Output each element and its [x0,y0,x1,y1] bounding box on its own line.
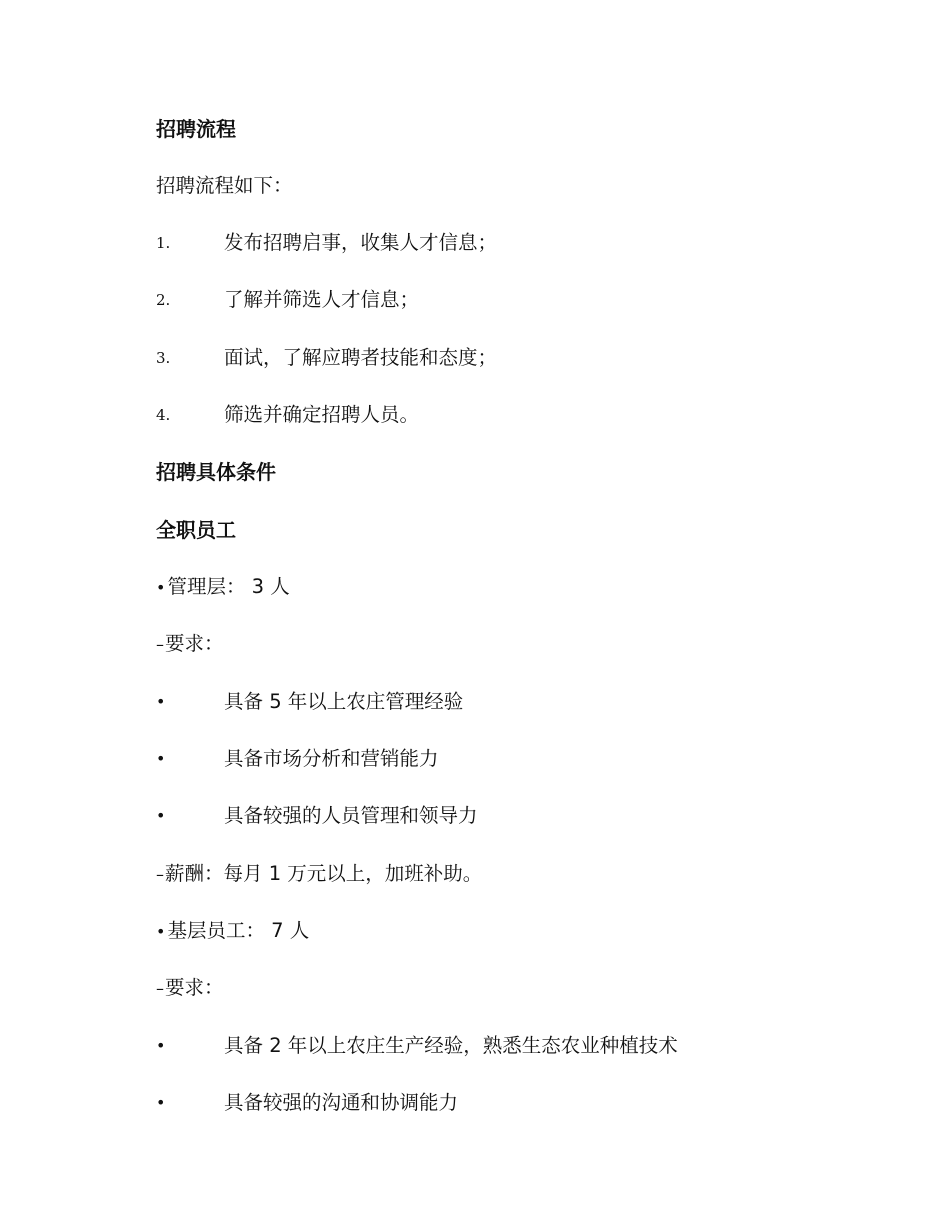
requirements-text: 要求： [165,632,224,655]
bullet-icon: • [156,692,166,711]
process-intro: 招聘流程如下： [156,174,293,197]
staff-label: 基层员工： 7 人 [167,919,310,942]
list-item [156,1088,458,1118]
dash-icon: – [156,865,164,884]
list-item [156,343,497,373]
list-item [156,228,497,258]
management-line [156,572,290,602]
list-item [156,400,419,430]
list-item-text: 具备较强的人员管理和领导力 [224,804,478,827]
requirements-label [156,629,224,659]
bullet-icon: • [156,578,166,597]
subsection-heading-fulltime: 全职员工 [156,518,236,542]
list-item [156,285,419,315]
management-label: 管理层： 3 人 [167,575,290,598]
list-number: 4. [156,406,171,424]
pay-text: 薪酬：每月 1 万元以上，加班补助。 [165,862,483,885]
list-item [156,801,478,831]
bullet-icon: • [156,1036,166,1055]
staff-line [156,916,309,946]
section-heading-process: 招聘流程 [156,117,236,141]
list-item-text: 了解并筛选人才信息； [224,288,420,311]
bullet-icon: • [156,922,166,941]
requirements-text: 要求： [165,976,224,999]
list-item-text: 发布招聘启事，收集人才信息； [224,231,498,254]
list-item [156,687,463,717]
list-number: 1. [156,234,171,252]
list-number: 3. [156,349,171,367]
bullet-icon: • [156,1093,166,1112]
dash-icon: – [156,635,164,654]
list-number: 2. [156,291,171,309]
list-item-text: 具备较强的沟通和协调能力 [224,1091,459,1114]
pay-line [156,859,482,889]
requirements-label [156,973,224,1003]
list-item-text: 具备市场分析和营销能力 [224,747,439,770]
list-item-text: 筛选并确定招聘人员。 [224,403,420,426]
list-item [156,744,439,774]
bullet-icon: • [156,806,166,825]
bullet-icon: • [156,749,166,768]
list-item-text: 具备 5 年以上农庄管理经验 [224,690,464,713]
dash-icon: – [156,979,164,998]
section-heading-conditions: 招聘具体条件 [156,460,276,484]
list-item [156,1031,678,1061]
list-item-text: 具备 2 年以上农庄生产经验，熟悉生态农业种植技术 [224,1034,678,1057]
list-item-text: 面试，了解应聘者技能和态度； [224,346,498,369]
